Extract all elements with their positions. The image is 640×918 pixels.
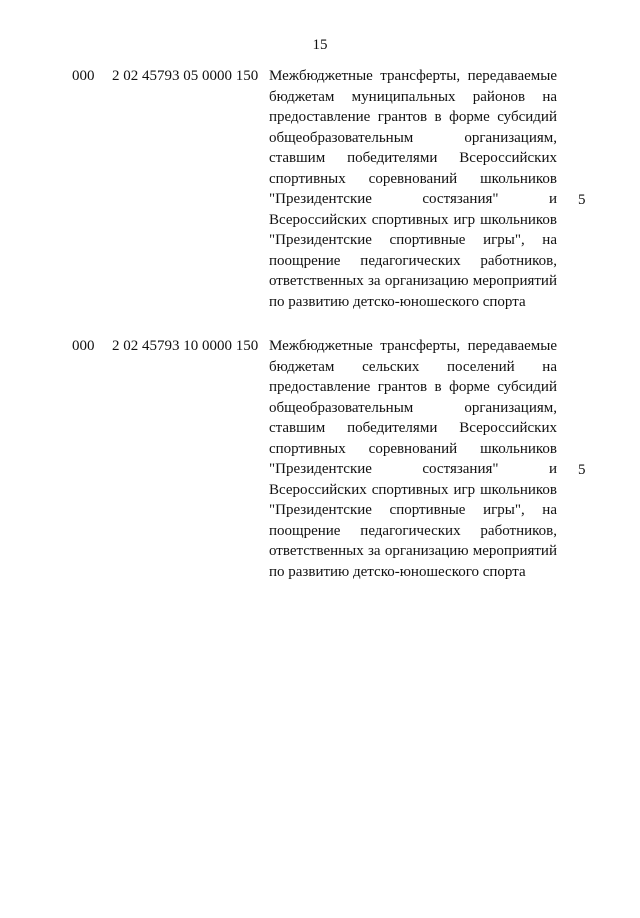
row-description: Межбюджетные трансферты, передаваемые бюджетам муниципальных районов на предоставление грантов в форме субсидий общеобразовательным организациям, ставшим победителями Всероссийских спортивных соревнований школьников "Президентские состязания" и Всероссийских спортивных игр школьников "Президентские спортивные игры", на поощрение педагогических работников, ответственных за организацию мероприятий по развитию детско-юношеского спорта bbox=[269, 68, 557, 310]
table-row bbox=[0, 336, 640, 606]
table-row bbox=[0, 66, 640, 336]
row-description: Межбюджетные трансферты, передаваемые бюджетам сельских поселений на предоставление грантов в форме субсидий общеобразовательным организациям, ставшим победителями Всероссийских спортивных соревнований школьников "Президентские состязания" и Всероссийских спортивных игр школьников "Президентские спортивные игры", на поощрение педагогических работников, ответственных за организацию мероприятий по развитию детско-юношеского спорта bbox=[269, 338, 557, 580]
page-number: 15 bbox=[312, 37, 328, 53]
row-amount: 5 bbox=[578, 192, 586, 208]
admin-code: 000 bbox=[72, 338, 95, 354]
row-amount: 5 bbox=[578, 462, 586, 478]
budget-classification-code: 2 02 45793 05 0000 150 bbox=[112, 68, 259, 84]
admin-code: 000 bbox=[72, 68, 95, 84]
budget-classification-code: 2 02 45793 10 0000 150 bbox=[112, 338, 259, 354]
classification-table bbox=[0, 66, 640, 606]
